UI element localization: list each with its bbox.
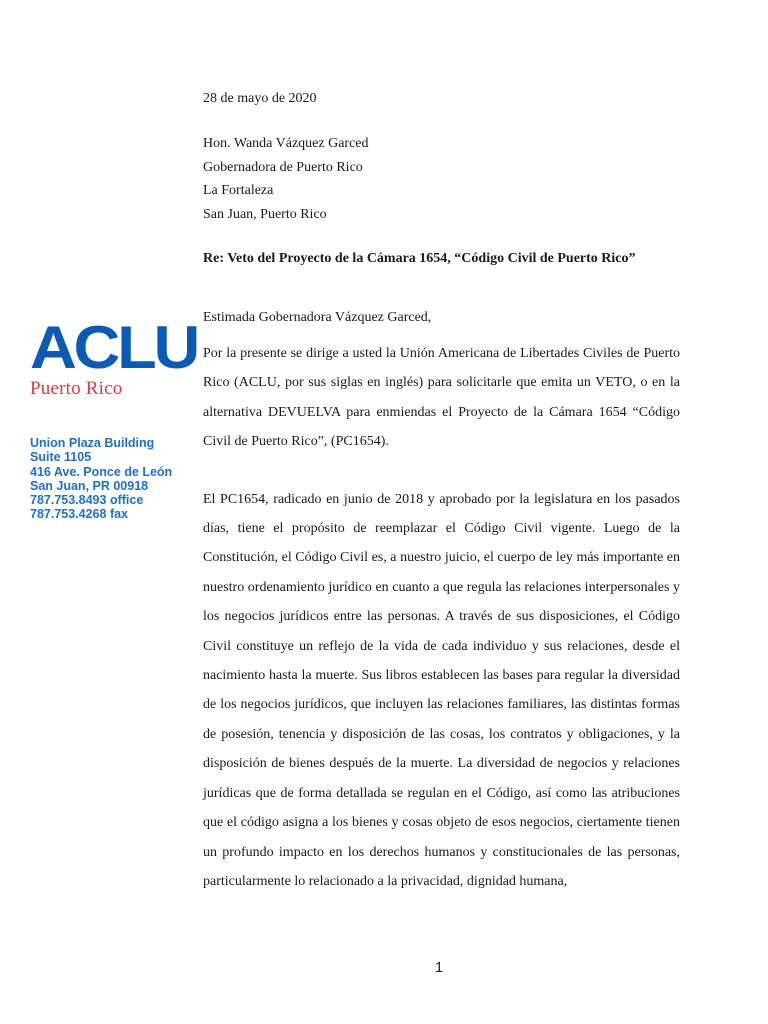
paragraph: El PC1654, radicado en junio de 2018 y aprobado por la legislatura en los pasados días, tiene el propósito de reemplazar el Código Civil vigente. Luego de la Constitución, el Código Civil es, a nuestro juicio, el cuerpo de ley más importante en nuestro ordenamiento jurídico en cuanto a que regula las relaciones interpersonales y los negocios jurídicos entre las personas. A través de sus disposiciones, el Código Civil constituye un reflejo de la vida de cada individuo y sus relaciones, desde el nacimiento hasta la muerte. Sus libros establecen las bases para regular la diversidad de los negocios jurídicos, que incluyen las relaciones familiares, las distintas formas de posesión, tenencia y disposición de las cosas, los contratos y obligaciones, y la disposición de bienes después de la muerte. La diversidad de negocios y relaciones jurídicas que de forma detallada se regulan en el Código, así como las atribuciones que el código asigna a los bienes y cosas objeto de esos negocios, ciertamente tienen un profundo impacto en los derechos humanos y constitucionales de las personas, particularmente lo relacionado a la privacidad, dignidad humana, xyxy=(203,491,680,889)
address-line: 416 Ave. Ponce de León xyxy=(30,464,173,479)
recipient-address-line: San Juan, Puerto Rico xyxy=(203,206,327,222)
address-line: San Juan, PR 00918 xyxy=(30,478,149,493)
logo-text: ACLU xyxy=(30,314,198,381)
address-line: Union Plaza Building xyxy=(30,436,155,450)
page-number: 1 xyxy=(434,959,444,976)
recipient-block xyxy=(203,132,680,226)
fax-number: 787.753.4268 fax xyxy=(30,507,129,522)
paragraph: Por la presente se dirige a usted la Unión Americana de Libertades Civiles de Puerto Rico (ACLU, por sus siglas en inglés) para solicitarle que emita un VETO, o en la alternativa DEVUELVA para enmiendas el Proyecto de la Cámara 1654 “Código Civil de Puerto Rico”, (PC1654). xyxy=(203,346,680,450)
subject-line: Re: Veto del Proyecto de la Cámara 1654, “Código Civil de Puerto Rico” xyxy=(203,251,636,266)
logo-subtext: Puerto Rico xyxy=(30,378,123,399)
recipient-name: Hon. Wanda Vázquez Garced xyxy=(203,136,369,151)
letter-body xyxy=(203,88,680,896)
office-phone: 787.753.8493 office xyxy=(30,493,144,508)
recipient-title: Gobernadora de Puerto Rico xyxy=(203,159,363,175)
address-line: Suite 1105 xyxy=(30,450,92,465)
office-address xyxy=(30,436,190,522)
recipient-address-line: La Fortaleza xyxy=(203,183,274,198)
aclu-logo xyxy=(30,314,198,400)
letter-date: 28 de mayo de 2020 xyxy=(203,91,317,106)
salutation: Estimada Gobernadora Vázquez Garced, xyxy=(203,310,432,325)
